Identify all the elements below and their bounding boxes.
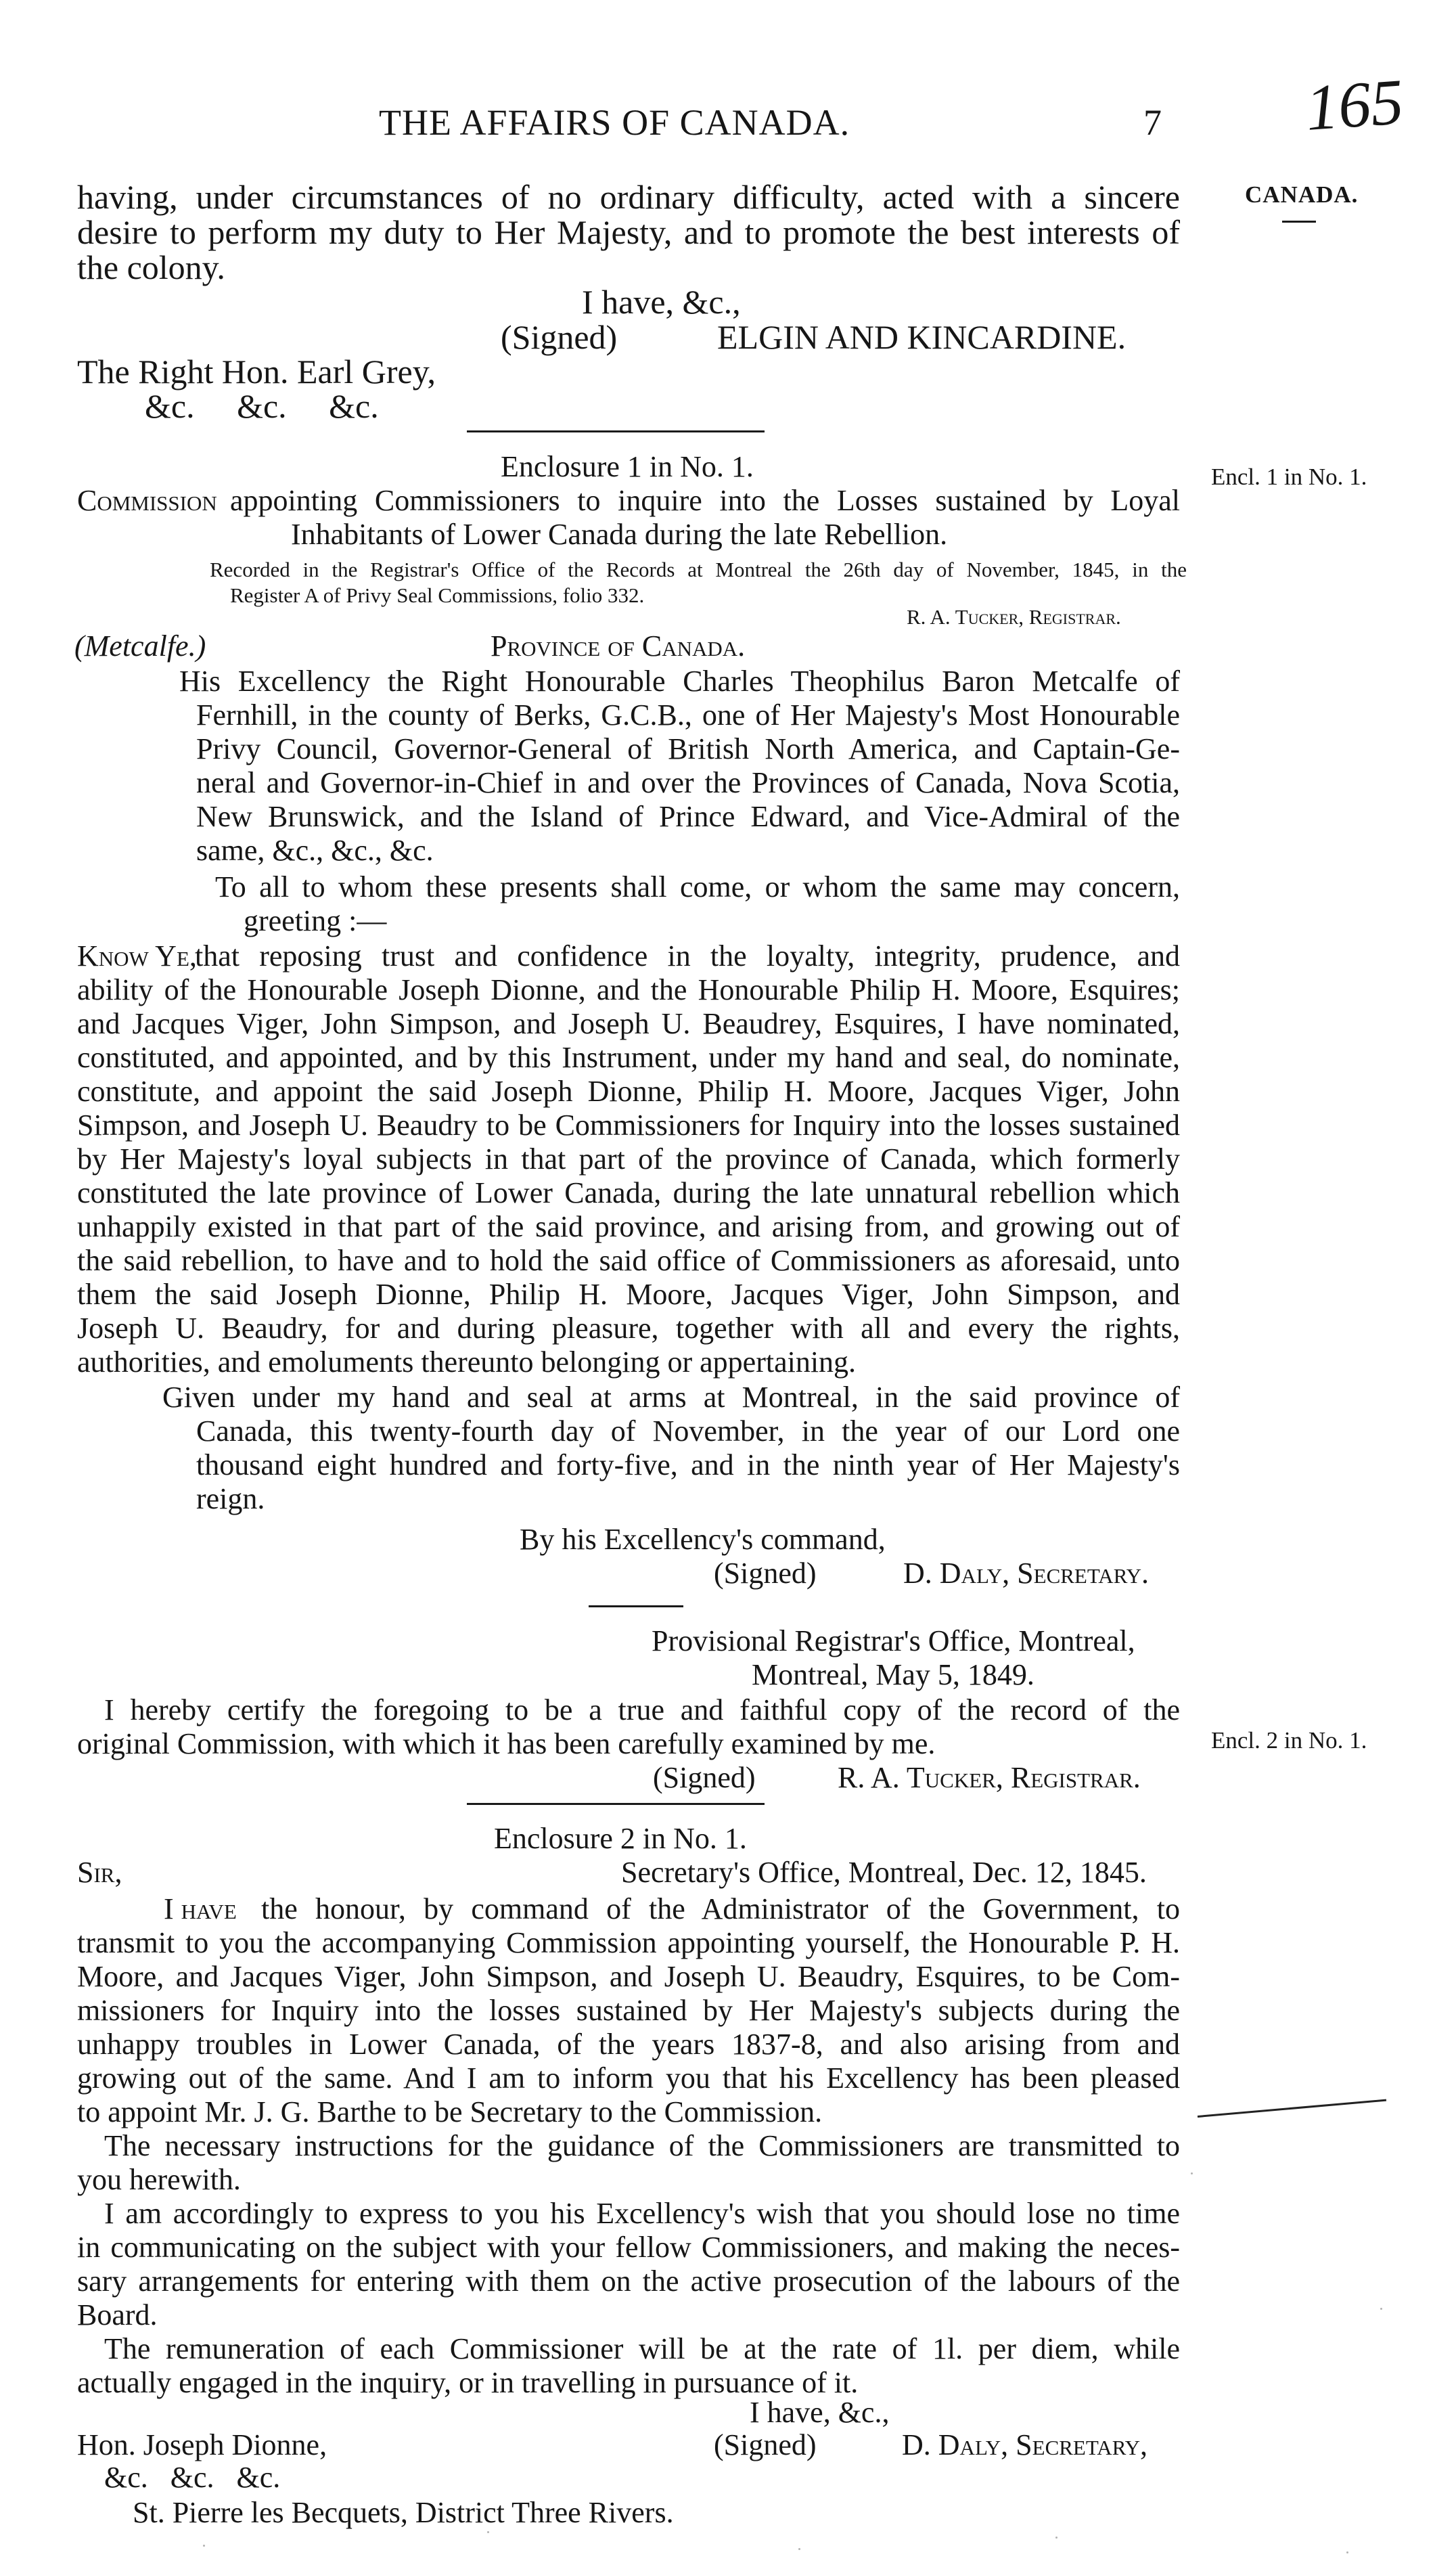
excellency-line-4: neral and Governor-in-Chief in and over the Provinces of Canada, Nova Scotia,: [196, 766, 1180, 799]
signature-daly: D. Daly, Secretary.: [903, 1557, 1150, 1590]
addressee-name: The Right Hon. Earl Grey,: [77, 353, 436, 390]
know-line-5: Simpson, and Joseph U. Beaudry to be Commissioners for Inquiry into the losses sustained: [77, 1109, 1180, 1142]
certify-line-2: original Commission, with which it has been carefully examined by me.: [77, 1727, 936, 1760]
record-line-2: Register A of Privy Seal Commissions, folio 332.: [230, 583, 645, 607]
enclosure1-heading: Enclosure 1 in No. 1.: [501, 450, 754, 483]
handwritten-folio: 165: [1303, 65, 1406, 144]
to-all-line-1: To all to whom these presents shall come, or whom the same may concern,: [215, 870, 1180, 903]
know-ye-lead: Know Ye,: [77, 939, 197, 973]
signed-label-3: (Signed): [653, 1761, 756, 1794]
record-signature: R. A. Tucker, Registrar.: [907, 605, 1121, 629]
letter-line-6: to appoint Mr. J. G. Barthe to be Secretary to the Commission.: [77, 2095, 823, 2128]
know-line-7: constituted the late province of Lower Canada, during the late unnatural rebellion which: [77, 1176, 1180, 1209]
signature-elgin: ELGIN AND KINCARDINE.: [717, 318, 1127, 356]
know-line-2: and Jacques Viger, John Simpson, and Joseph U. Beaudrey, Esquires, I have nominated,: [77, 1007, 1180, 1040]
given-line-2: Canada, this twenty-fourth day of November, in the year of our Lord one: [196, 1414, 1180, 1448]
letter-line-1: transmit to you the accompanying Commission appointing yourself, the Honourable P. H.: [77, 1926, 1180, 1959]
letter-lead: I have: [164, 1892, 237, 1925]
page-number: 7: [1143, 102, 1162, 143]
paper-speck: [1346, 2551, 1348, 2553]
know-line-6: by Her Majesty's loyal subjects in that part of the province of Canada, which formerly: [77, 1142, 1180, 1176]
know-line-3: constituted, and appointed, and by this Instrument, under my hand and seal, do nominate,: [77, 1041, 1180, 1074]
address-line: St. Pierre les Becquets, District Three Rivers.: [133, 2496, 674, 2529]
enclosure2-heading: Enclosure 2 in No. 1.: [494, 1822, 747, 1855]
short-divider: [589, 1605, 683, 1607]
excellency-line-2: Fernhill, in the county of Berks, G.C.B., one of Her Majesty's Most Honourable: [196, 698, 1180, 732]
dateline: Secretary's Office, Montreal, Dec. 12, 1845.: [621, 1856, 1147, 1889]
registrar-office-line: Provisional Registrar's Office, Montreal,: [652, 1624, 1135, 1657]
addressee-etc-2: &c. &c. &c.: [104, 2461, 281, 2494]
remuneration-line-2: actually engaged in the inquiry, or in travelling in pursuance of it.: [77, 2366, 859, 2399]
given-line-4: reign.: [196, 1482, 265, 1515]
paper-speck: [487, 2531, 489, 2533]
know-line-10: them the said Joseph Dionne, Philip H. Moore, Jacques Viger, John Simpson, and: [77, 1278, 1180, 1311]
wish-line-2: in communicating on the subject with your fellow Commissioners, and making the neces-: [77, 2231, 1180, 2264]
paper-speck: [203, 2545, 205, 2547]
opening-line-2: desire to perform my duty to Her Majesty, and to promote the best interests of: [77, 213, 1180, 251]
margin-note-encl2: Encl. 2 in No. 1.: [1211, 1727, 1367, 1754]
know-line-0: that reposing trust and confidence in the loyalty, integrity, prudence, and: [195, 939, 1180, 973]
signature-daly-2: D. Daly, Secretary,: [902, 2428, 1148, 2461]
wish-line-4: Board.: [77, 2298, 158, 2331]
paper-speck: [798, 2548, 800, 2550]
closing-ihave: I have, &c.,: [582, 283, 741, 321]
closing-ihave-2: I have, &c.,: [750, 2396, 890, 2429]
signed-label: (Signed): [501, 318, 618, 356]
letter-line-3: missioners for Inquiry into the losses sustained by Her Majesty's subjects during the: [77, 1994, 1180, 2027]
addressee-etc: &c. &c. &c.: [145, 387, 379, 425]
addressee-dionne: Hon. Joseph Dionne,: [77, 2428, 327, 2461]
commission-title-lead: Commission: [77, 484, 217, 517]
excellency-line-5: New Brunswick, and the Island of Prince Edward, and Vice-Admiral of the: [196, 800, 1180, 833]
paper-speck: [1191, 2172, 1193, 2174]
know-line-8: unhappily existed in that part of the said province, and arising from, and growing out of: [77, 1210, 1180, 1243]
letter-line-2: Moore, and Jacques Viger, John Simpson, and Joseph U. Beaudry, Esquires, to be Com-: [77, 1960, 1180, 1993]
signed-label-2: (Signed): [714, 1557, 817, 1590]
wish-line-1: I am accordingly to express to you his Excellency's wish that you should lose no time: [104, 2197, 1180, 2230]
opening-line-3: the colony.: [77, 248, 225, 286]
signed-label-4: (Signed): [714, 2428, 817, 2461]
excellency-line-6: same, &c., &c., &c.: [196, 834, 434, 867]
paper-speck: [1055, 2537, 1057, 2539]
given-line-1: Given under my hand and seal at arms at Montreal, in the said province of: [162, 1381, 1180, 1414]
know-line-11: Joseph U. Beaudry, for and during pleasure, together with all and every the rights,: [77, 1312, 1180, 1345]
metcalfe-seal: (Metcalfe.): [74, 629, 206, 663]
know-line-1: ability of the Honourable Joseph Dionne, and the Honourable Philip H. Moore, Esquires;: [77, 973, 1180, 1006]
letter-line-0: the honour, by command of the Administrator of the Government, to: [261, 1892, 1180, 1925]
given-line-3: thousand eight hundred and forty-five, and in the ninth year of Her Majesty's: [196, 1448, 1180, 1481]
to-all-line-2: greeting :—: [244, 904, 387, 937]
letter-line-5: growing out of the same. And I am to inform you that his Excellency has been pleased: [77, 2061, 1180, 2095]
know-line-12: authorities, and emoluments thereunto belonging or appertaining.: [77, 1345, 857, 1379]
record-line-1: Recorded in the Registrar's Office of the Records at Montreal the 26th day of November, 1845, in the: [210, 558, 1187, 581]
margin-note-encl1: Encl. 1 in No. 1.: [1211, 464, 1367, 490]
know-line-9: the said rebellion, to have and to hold the said office of Commissioners as aforesaid, unto: [77, 1244, 1180, 1277]
instructions-line-1: The necessary instructions for the guidance of the Commissioners are transmitted to: [104, 2129, 1180, 2162]
section-divider-1: [467, 430, 765, 432]
remuneration-line-1: The remuneration of each Commissioner will be at the rate of 1l. per diem, while: [104, 2332, 1180, 2365]
wish-line-3: sary arrangements for entering with them on the active prosecution of the labours of the: [77, 2264, 1180, 2298]
salutation-sir: Sir,: [77, 1856, 122, 1889]
running-title: THE AFFAIRS OF CANADA.: [379, 102, 850, 143]
margin-rule: [1282, 221, 1316, 223]
instructions-line-2: you herewith.: [77, 2163, 241, 2196]
know-line-4: constitute, and appoint the said Joseph Dionne, Philip H. Moore, Jacques Viger, John: [77, 1075, 1180, 1108]
province-heading: Province of Canada.: [491, 629, 746, 663]
registrar-date-line: Montreal, May 5, 1849.: [752, 1658, 1034, 1691]
opening-line-1: having, under circumstances of no ordinary difficulty, acted with a sincere: [77, 178, 1180, 216]
margin-note-canada: CANADA.: [1245, 181, 1359, 208]
commission-title-line-1: appointing Commissioners to inquire into the Losses sustained by Loyal: [230, 484, 1180, 517]
excellency-line-3: Privy Council, Governor-General of British North America, and Captain-Ge-: [196, 732, 1180, 765]
commission-title-line-2: Inhabitants of Lower Canada during the late Rebellion.: [291, 518, 948, 551]
command-line: By his Excellency's command,: [520, 1523, 886, 1556]
signature-tucker: R. A. Tucker, Registrar.: [838, 1761, 1141, 1794]
section-divider-2: [467, 1803, 765, 1805]
letter-line-4: unhappy troubles in Lower Canada, of the years 1837-8, and also arising from and: [77, 2028, 1180, 2061]
excellency-line-1: His Excellency the Right Honourable Charles Theophilus Baron Metcalfe of: [179, 665, 1180, 698]
paper-speck: [1380, 2308, 1382, 2310]
pen-stroke-mark: [1198, 2099, 1386, 2118]
certify-line-1: I hereby certify the foregoing to be a true and faithful copy of the record of the: [104, 1693, 1180, 1726]
